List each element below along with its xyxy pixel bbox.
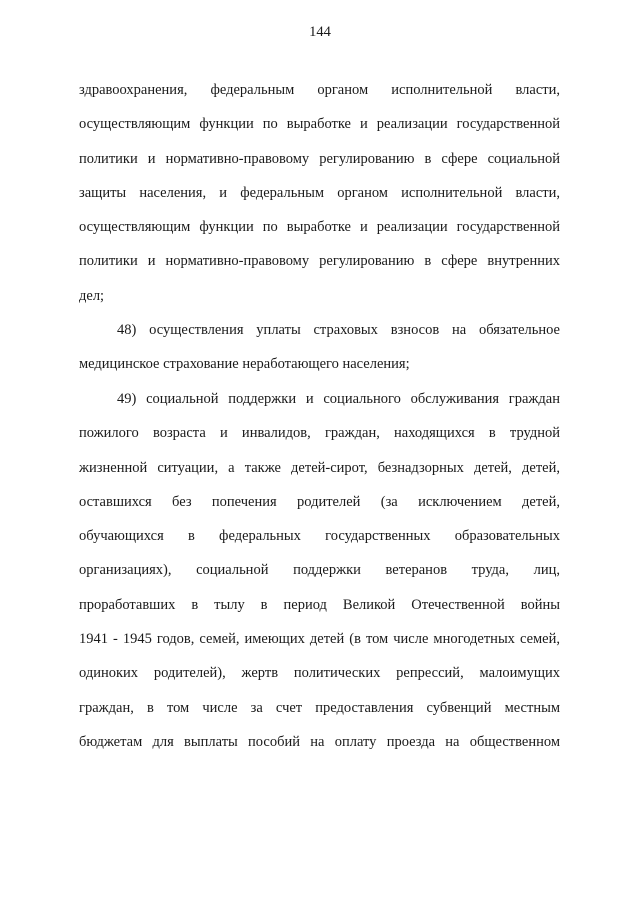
text-line: 48) осуществления уплаты страховых взносов на обязательное <box>117 322 560 338</box>
text-line: граждан, в том числе за счет предоставления субвенций местным <box>79 699 560 716</box>
text-line: осуществляющим функции по выработке и реализации государственной <box>79 219 560 236</box>
text-line: осуществляющим функции по выработке и реализации государственной <box>79 116 560 133</box>
text-line: оставшихся без попечения родителей (за исключением детей, <box>79 493 560 510</box>
text-line: 1941 - 1945 годов, семей, имеющих детей (в том числе многодетных семей, <box>79 631 560 648</box>
paragraph-continuation <box>79 73 560 313</box>
paragraph-item-48 <box>79 313 560 382</box>
text-line: здравоохранения, федеральным органом исполнительной власти, <box>79 82 560 98</box>
text-line: 49) социальной поддержки и социального обслуживания граждан <box>117 391 560 407</box>
page-number: 144 <box>309 24 331 40</box>
text-line: политики и нормативно-правовому регулированию в сфере внутренних <box>79 253 560 270</box>
text-line: обучающихся в федеральных государственных образовательных <box>79 528 560 545</box>
text-line: жизненной ситуации, а также детей-сирот, безнадзорных детей, детей, <box>79 459 560 476</box>
text-line: одиноких родителей), жертв политических репрессий, малоимущих <box>79 665 560 682</box>
text-line: дел; <box>79 287 105 304</box>
text-line: пожилого возраста и инвалидов, граждан, находящихся в трудной <box>79 425 560 442</box>
paragraph-item-49 <box>79 382 560 759</box>
text-line: медицинское страхование неработающего населения; <box>79 356 410 373</box>
text-line: политики и нормативно-правовому регулированию в сфере социальной <box>79 150 560 167</box>
text-line: проработавших в тылу в период Великой Отечественной войны <box>79 596 560 613</box>
text-line: бюджетам для выплаты пособий на оплату проезда на общественном <box>79 733 560 750</box>
text-line: защиты населения, и федеральным органом исполнительной власти, <box>79 184 560 201</box>
text-line: организациях), социальной поддержки ветеранов труда, лиц, <box>79 562 560 579</box>
